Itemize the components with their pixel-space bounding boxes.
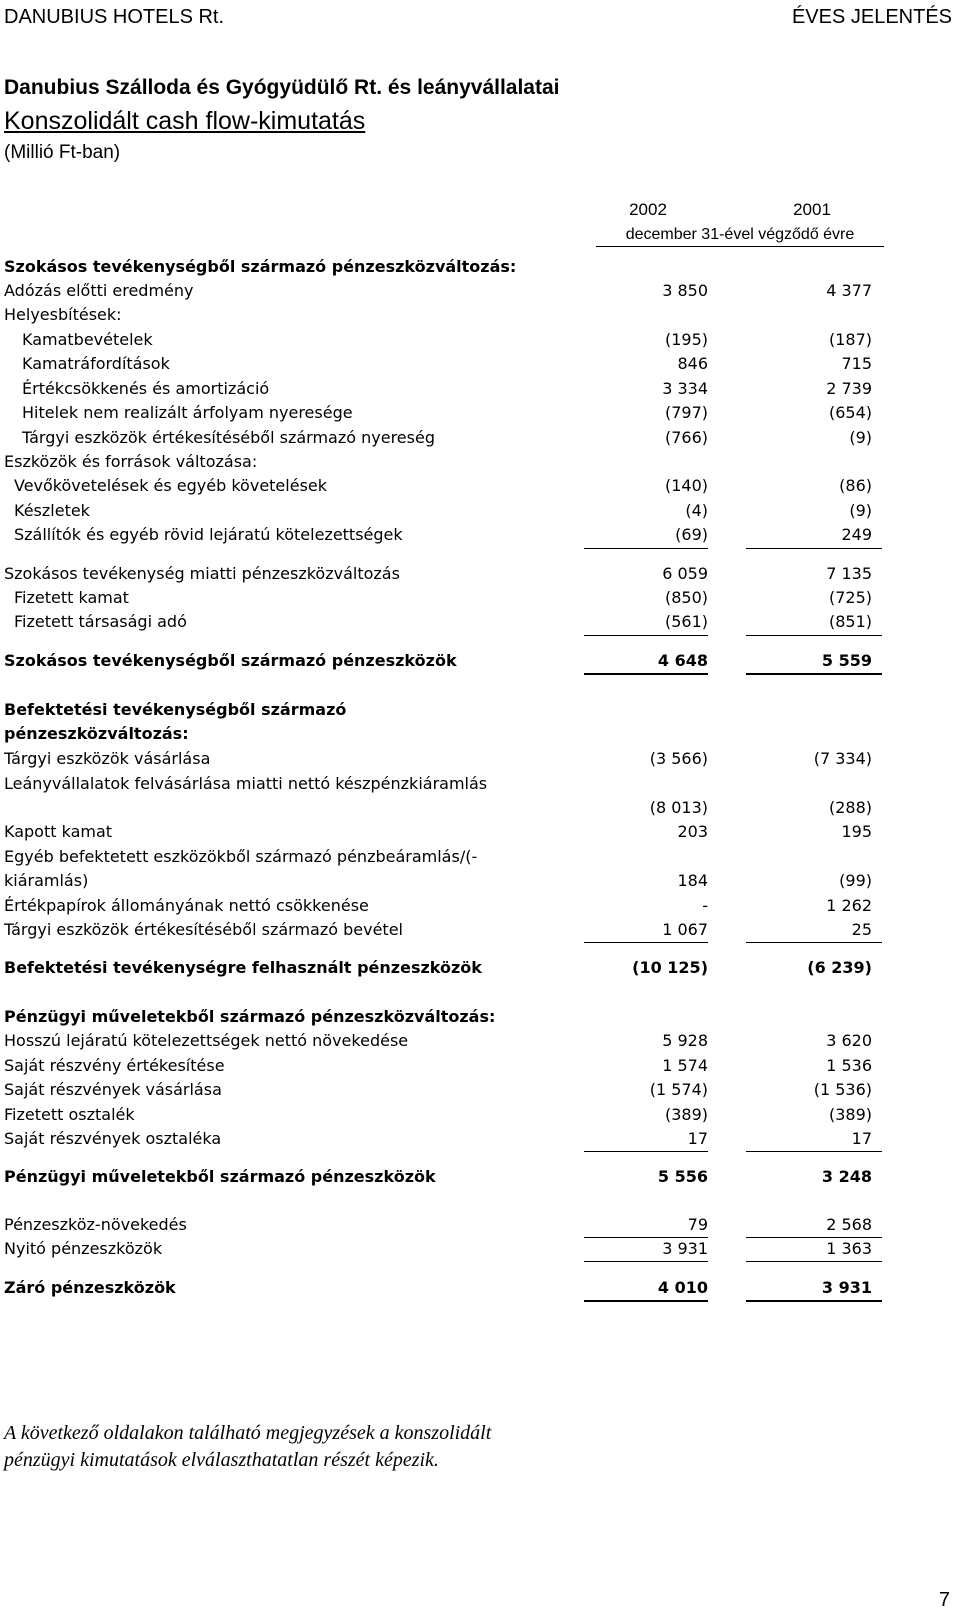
table-row	[0, 747, 960, 771]
value-2002: 4 648	[657, 651, 708, 670]
row-label: Tárgyi eszközök értékesítéséből származó nyereség	[22, 428, 435, 447]
table-row	[0, 796, 960, 820]
column-year-2002: 2002	[629, 200, 667, 219]
row-label: Kamatráfordítások	[22, 354, 170, 373]
value-2002: (8 013)	[649, 798, 708, 817]
value-2001: (654)	[828, 403, 872, 422]
row-label: Fizetett kamat	[14, 588, 129, 607]
value-2001: 3 248	[821, 1167, 872, 1186]
table-row	[0, 1165, 960, 1189]
value-2001: 249	[841, 525, 872, 544]
total-underline	[746, 1276, 882, 1302]
subtotal-underline	[584, 918, 708, 943]
value-2001: (7 334)	[813, 749, 872, 768]
value-2001: (187)	[828, 330, 872, 349]
column-year-2001: 2001	[793, 200, 831, 219]
period-underline	[596, 246, 884, 247]
value-2002: 184	[677, 871, 708, 890]
row-label: Pénzügyi műveletekből származó pénzeszközváltozás:	[4, 1007, 496, 1026]
table-row	[0, 1029, 960, 1053]
value-2002: (140)	[664, 476, 708, 495]
table-row	[0, 586, 960, 610]
row-label: kiáramlás)	[4, 871, 89, 890]
table-row	[0, 722, 960, 746]
table-row	[0, 450, 960, 474]
table-row	[0, 255, 960, 279]
value-2002: 79	[687, 1215, 708, 1234]
table-row	[0, 772, 960, 796]
row-label: Vevőkövetelések és egyéb követelések	[14, 476, 328, 495]
table-row	[0, 377, 960, 401]
subtotal-underline	[746, 1127, 882, 1152]
table-row	[0, 1103, 960, 1127]
value-2001: 2 739	[826, 379, 872, 398]
value-2002: 3 334	[662, 379, 708, 398]
value-2001: 1 262	[826, 896, 872, 915]
table-row	[0, 1005, 960, 1029]
value-2001: 1 536	[826, 1056, 872, 1075]
value-2002: 846	[677, 354, 708, 373]
total-underline	[746, 649, 882, 675]
row-label: Szállítók és egyéb rövid lejáratú kötelezettségek	[14, 525, 403, 544]
table-row	[0, 562, 960, 586]
table-row	[0, 845, 960, 869]
value-2001: 17	[851, 1129, 872, 1148]
value-2002: 5 556	[657, 1167, 708, 1186]
row-label: Szokásos tevékenységből származó pénzeszközök	[4, 651, 457, 670]
value-2001: 715	[841, 354, 872, 373]
row-label: Pénzeszköz-növekedés	[4, 1215, 187, 1234]
value-2002: (10 125)	[632, 958, 708, 977]
table-row	[0, 401, 960, 425]
row-label: Kamatbevételek	[22, 330, 153, 349]
row-label: Saját részvények vásárlása	[4, 1080, 222, 1099]
value-2001: 7 135	[826, 564, 872, 583]
page-title: Konszolidált cash flow-kimutatás	[4, 107, 366, 135]
row-label: Értékpapírok állományának nettó csökkenése	[4, 896, 369, 915]
value-2001: 2 568	[826, 1215, 872, 1234]
value-2001: 1 363	[826, 1239, 872, 1258]
table-row	[0, 426, 960, 450]
value-2001: 195	[841, 822, 872, 841]
value-2002: (850)	[664, 588, 708, 607]
value-2002: 1 067	[662, 920, 708, 939]
unit-label: (Millió Ft-ban)	[4, 142, 121, 163]
table-row	[0, 474, 960, 498]
row-label: Adózás előtti eredmény	[4, 281, 194, 300]
row-label: Saját részvény értékesítése	[4, 1056, 225, 1075]
subtotal-underline	[746, 1237, 882, 1262]
subtotal-underline	[584, 611, 708, 636]
value-2001: (389)	[828, 1105, 872, 1124]
subtotal-underline	[584, 524, 708, 549]
row-label: Szokásos tevékenység miatti pénzeszközváltozás	[4, 564, 400, 583]
value-2002: (766)	[664, 428, 708, 447]
row-label: Tárgyi eszközök vásárlása	[4, 749, 211, 768]
row-label: Értékcsökkenés és amortizáció	[22, 379, 270, 398]
row-label: Készletek	[14, 501, 90, 520]
value-2002: (69)	[675, 525, 708, 544]
table-row	[0, 352, 960, 376]
value-2001: (6 239)	[807, 958, 872, 977]
table-row	[0, 956, 960, 980]
value-2001: 25	[851, 920, 872, 939]
table-row	[0, 499, 960, 523]
value-2002: 5 928	[662, 1031, 708, 1050]
subtotal-underline	[584, 1237, 708, 1262]
row-label: Fizetett társasági adó	[14, 612, 187, 631]
value-2002: 4 010	[657, 1278, 708, 1297]
value-2001: (99)	[839, 871, 872, 890]
value-2002: (4)	[685, 501, 708, 520]
row-label: Pénzügyi műveletekből származó pénzeszközök	[4, 1167, 436, 1186]
table-row	[0, 303, 960, 327]
header-report-type: ÉVES JELENTÉS	[791, 6, 952, 28]
value-2002: 1 574	[662, 1056, 708, 1075]
subtotal-underline	[746, 524, 882, 549]
row-label: Eszközök és források változása:	[4, 452, 258, 471]
subtotal-underline	[746, 918, 882, 943]
table-row	[0, 894, 960, 918]
value-2001: (9)	[849, 501, 872, 520]
row-label: Tárgyi eszközök értékesítéséből származó bevétel	[4, 920, 403, 939]
row-label: Kapott kamat	[4, 822, 113, 841]
value-2002: 203	[677, 822, 708, 841]
row-label: Saját részvények osztaléka	[4, 1129, 222, 1148]
header-company: DANUBIUS HOTELS Rt.	[4, 6, 225, 28]
table-row	[0, 820, 960, 844]
column-period-label: december 31-ével végződő évre	[625, 226, 855, 243]
row-label: Záró pénzeszközök	[4, 1278, 176, 1297]
value-2002: (561)	[664, 612, 708, 631]
company-name: Danubius Szálloda és Gyógyüdülő Rt. és leányvállalatai	[4, 76, 560, 99]
row-label: pénzeszközváltozás:	[4, 724, 189, 743]
subtotal-underline	[584, 1127, 708, 1152]
value-2002: -	[702, 896, 708, 915]
row-label: Szokásos tevékenységből származó pénzeszközváltozás:	[4, 257, 517, 276]
table-row	[0, 698, 960, 722]
row-label: Hitelek nem realizált árfolyam nyeresége	[22, 403, 353, 422]
row-label: Egyéb befektetett eszközökből származó pénzbeáramlás/(-	[4, 847, 478, 866]
total-underline	[584, 649, 708, 675]
table-row	[0, 328, 960, 352]
page-number: 7	[938, 1589, 950, 1611]
value-2001: (1 536)	[813, 1080, 872, 1099]
value-2002: (797)	[664, 403, 708, 422]
value-2001: 5 559	[821, 651, 872, 670]
table-row	[0, 1078, 960, 1102]
value-2002: 17	[687, 1129, 708, 1148]
value-2001: (725)	[828, 588, 872, 607]
total-underline	[584, 1276, 708, 1302]
value-2002: (389)	[664, 1105, 708, 1124]
value-2001: 3 931	[821, 1278, 872, 1297]
value-2001: (288)	[828, 798, 872, 817]
row-label: Befektetési tevékenységre felhasznált pénzeszközök	[4, 958, 482, 977]
value-2001: 3 620	[826, 1031, 872, 1050]
value-2001: (851)	[828, 612, 872, 631]
value-2002: 3 931	[662, 1239, 708, 1258]
value-2002: 6 059	[662, 564, 708, 583]
row-label: Hosszú lejáratú kötelezettségek nettó növekedése	[4, 1031, 409, 1050]
value-2002: (1 574)	[649, 1080, 708, 1099]
value-2001: (86)	[839, 476, 872, 495]
subtotal-underline	[746, 611, 882, 636]
value-2002: (3 566)	[649, 749, 708, 768]
table-row	[0, 1054, 960, 1078]
value-2001: 4 377	[826, 281, 872, 300]
subtotal-underline	[746, 1213, 882, 1238]
subtotal-underline	[584, 1213, 708, 1238]
table-row	[0, 279, 960, 303]
value-2002: (195)	[664, 330, 708, 349]
table-row	[0, 869, 960, 893]
row-label: Nyitó pénzeszközök	[4, 1239, 163, 1258]
value-2001: (9)	[849, 428, 872, 447]
row-label: Leányvállalatok felvásárlása miatti nettó készpénzkiáramlás	[4, 774, 488, 793]
row-label: Fizetett osztalék	[4, 1105, 135, 1124]
footnote: A következő oldalakon található megjegyzések a konszolidált pénzügyi kimutatások elválaszthatatlan részét képezik.	[4, 1422, 492, 1471]
row-label: Befektetési tevékenységből származó	[4, 700, 347, 719]
row-label: Helyesbítések:	[4, 305, 122, 324]
value-2002: 3 850	[662, 281, 708, 300]
